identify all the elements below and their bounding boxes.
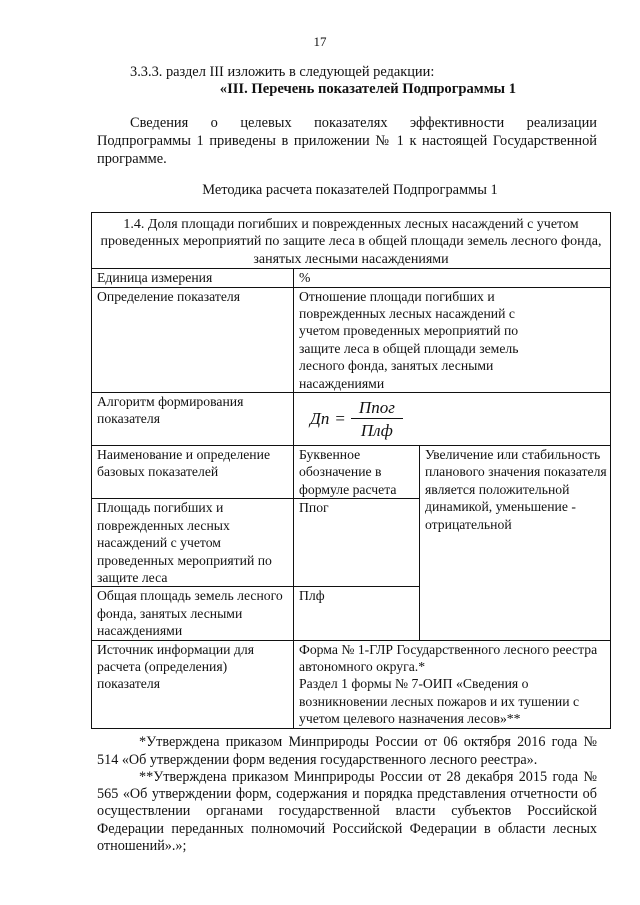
source-value-2: Раздел 1 формы № 7-ОИП «Сведения о возникновении лесных пожаров и их тушении с учетом целевого назначения лесов»** [299, 676, 580, 727]
letter-label: Буквенное обозначение в формуле расчета [294, 446, 420, 499]
page-number: 17 [313, 34, 327, 49]
indicator-table [91, 212, 611, 729]
source-value-1: Форма № 1-ГЛР Государственного лесного реестра автономного округа.* [299, 641, 598, 674]
table-row-definition [92, 287, 611, 392]
source-value [294, 640, 611, 728]
table-header-cell: 1.4. Доля площади погибших и поврежденных лесных насаждений с учетом проведенных мероприятий по защите леса в общей площади земель лесного фонда, занятых лесными насаждениями [92, 213, 611, 269]
table-row-base [92, 446, 611, 499]
formula-denominator: Плф [360, 421, 393, 441]
formula-lhs: Дп [310, 409, 330, 429]
damaged-area-symbol: Ппог [294, 499, 420, 587]
damaged-area-label: Площадь погибших и поврежденных лесных насаждений с учетом проведенных мероприятий по защите леса [92, 499, 294, 587]
footnote-2: **Утверждена приказом Минприроды России от 28 декабря 2015 года № 565 «Об утверждении форм, содержания и порядка представления отчетности об осуществлении органами государственной власти субъектов Российской Федерации переданных полномочий Российской Федерации в области лесных отношений».»; [97, 769, 597, 854]
table-row-algorithm [92, 393, 611, 446]
definition-value: Отношение площади погибших и поврежденных лесных насаждений с учетом проведенных мероприятий по защите леса в общей площади земель лесного фонда, занятых лесными насаждениями [294, 287, 611, 392]
table-header-row [92, 213, 611, 269]
amendment-line: 3.3.3. раздел III изложить в следующей редакции: [130, 64, 435, 80]
unit-label: Единица измерения [92, 269, 294, 287]
base-label: Наименование и определение базовых показателей [92, 446, 294, 499]
formula-cell [294, 393, 611, 446]
total-area-label: Общая площадь земель лесного фонда, занятых лесными насаждениями [92, 587, 294, 640]
method-title: Методика расчета показателей Подпрограммы 1 [202, 182, 498, 198]
intro-paragraph: Сведения о целевых показателях эффективности реализации Подпрограммы 1 приведены в приложении № 1 к настоящей Государственной программе. [97, 115, 597, 167]
definition-label: Определение показателя [92, 287, 294, 392]
formula-fraction [351, 399, 403, 440]
dynamics-note: Увеличение или стабильность планового значения показателя является положительной динамикой, уменьшение - отрицательной [420, 446, 611, 640]
footnote-1: *Утверждена приказом Минприроды России от 06 октября 2016 года № 514 «Об утверждении форм ведения государственного лесного реестра». [97, 734, 597, 768]
table-row-source [92, 640, 611, 728]
formula [294, 393, 610, 445]
algorithm-label: Алгоритм формирования показателя [92, 393, 294, 446]
total-area-symbol: Плф [294, 587, 420, 640]
formula-numerator: Ппог [351, 399, 403, 419]
unit-value: % [294, 269, 611, 287]
table-row-unit [92, 269, 611, 287]
formula-equals: = [335, 409, 345, 429]
section-title: «III. Перечень показателей Подпрограммы 1 [219, 81, 516, 97]
source-label: Источник информации для расчета (определения) показателя [92, 640, 294, 728]
